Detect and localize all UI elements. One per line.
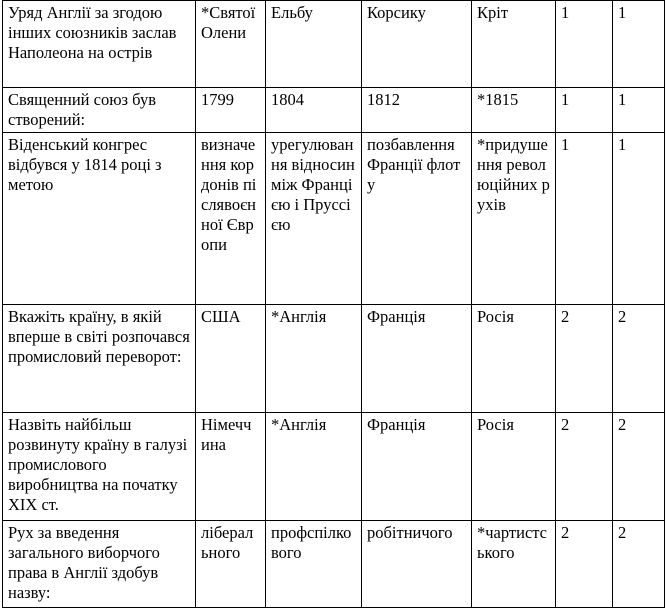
- table-row: [3, 305, 665, 413]
- option-d-cell: *1815: [472, 88, 556, 133]
- table-row: [3, 1, 665, 88]
- option-d-cell: *чартистського: [472, 521, 556, 608]
- question-cell: Священний союз був створений:: [3, 88, 196, 133]
- option-c-cell: Франція: [362, 305, 472, 413]
- score-cell: 1: [613, 88, 665, 133]
- level-cell: 2: [556, 521, 613, 608]
- option-a-cell: визначення кордонів післявоєнної Європи: [196, 133, 266, 305]
- option-c-cell: Корсику: [362, 1, 472, 88]
- option-b-cell: 1804: [266, 88, 362, 133]
- score-cell: 2: [613, 521, 665, 608]
- option-d-cell: Росія: [472, 413, 556, 521]
- option-a-cell: *Святої Олени: [196, 1, 266, 88]
- option-a-cell: Німеччина: [196, 413, 266, 521]
- option-c-cell: 1812: [362, 88, 472, 133]
- table-row: [3, 521, 665, 608]
- option-a-cell: ліберального: [196, 521, 266, 608]
- score-cell: 2: [613, 305, 665, 413]
- level-cell: 1: [556, 88, 613, 133]
- option-d-cell: *придушення революційних рухів: [472, 133, 556, 305]
- score-cell: 1: [613, 1, 665, 88]
- option-b-cell: профспілкового: [266, 521, 362, 608]
- option-b-cell: Ельбу: [266, 1, 362, 88]
- table-row: [3, 88, 665, 133]
- question-cell: Уряд Англії за згодою інших союзників заслав Наполеона на острів: [3, 1, 196, 88]
- question-cell: Рух за введення загального виборчого права в Англії здобув назву:: [3, 521, 196, 608]
- option-c-cell: робітничого: [362, 521, 472, 608]
- level-cell: 2: [556, 305, 613, 413]
- option-c-cell: Франція: [362, 413, 472, 521]
- question-cell: Назвіть найбільш розвинуту країну в галузі промислового виробництва на початку XIX ст.: [3, 413, 196, 521]
- option-c-cell: позбавлення Франції флоту: [362, 133, 472, 305]
- quiz-table: [2, 0, 665, 608]
- level-cell: 2: [556, 413, 613, 521]
- score-cell: 1: [613, 133, 665, 305]
- level-cell: 1: [556, 1, 613, 88]
- option-b-cell: *Англія: [266, 413, 362, 521]
- option-d-cell: Кріт: [472, 1, 556, 88]
- table-row: [3, 413, 665, 521]
- question-cell: Віденський конгрес відбувся у 1814 році з метою: [3, 133, 196, 305]
- option-b-cell: *Англія: [266, 305, 362, 413]
- score-cell: 2: [613, 413, 665, 521]
- option-a-cell: 1799: [196, 88, 266, 133]
- table-row: [3, 133, 665, 305]
- option-b-cell: урегулювання відносин між Францією і Пруссією: [266, 133, 362, 305]
- option-d-cell: Росія: [472, 305, 556, 413]
- level-cell: 1: [556, 133, 613, 305]
- option-a-cell: США: [196, 305, 266, 413]
- question-cell: Вкажіть країну, в якій вперше в світі розпочався промисловий переворот:: [3, 305, 196, 413]
